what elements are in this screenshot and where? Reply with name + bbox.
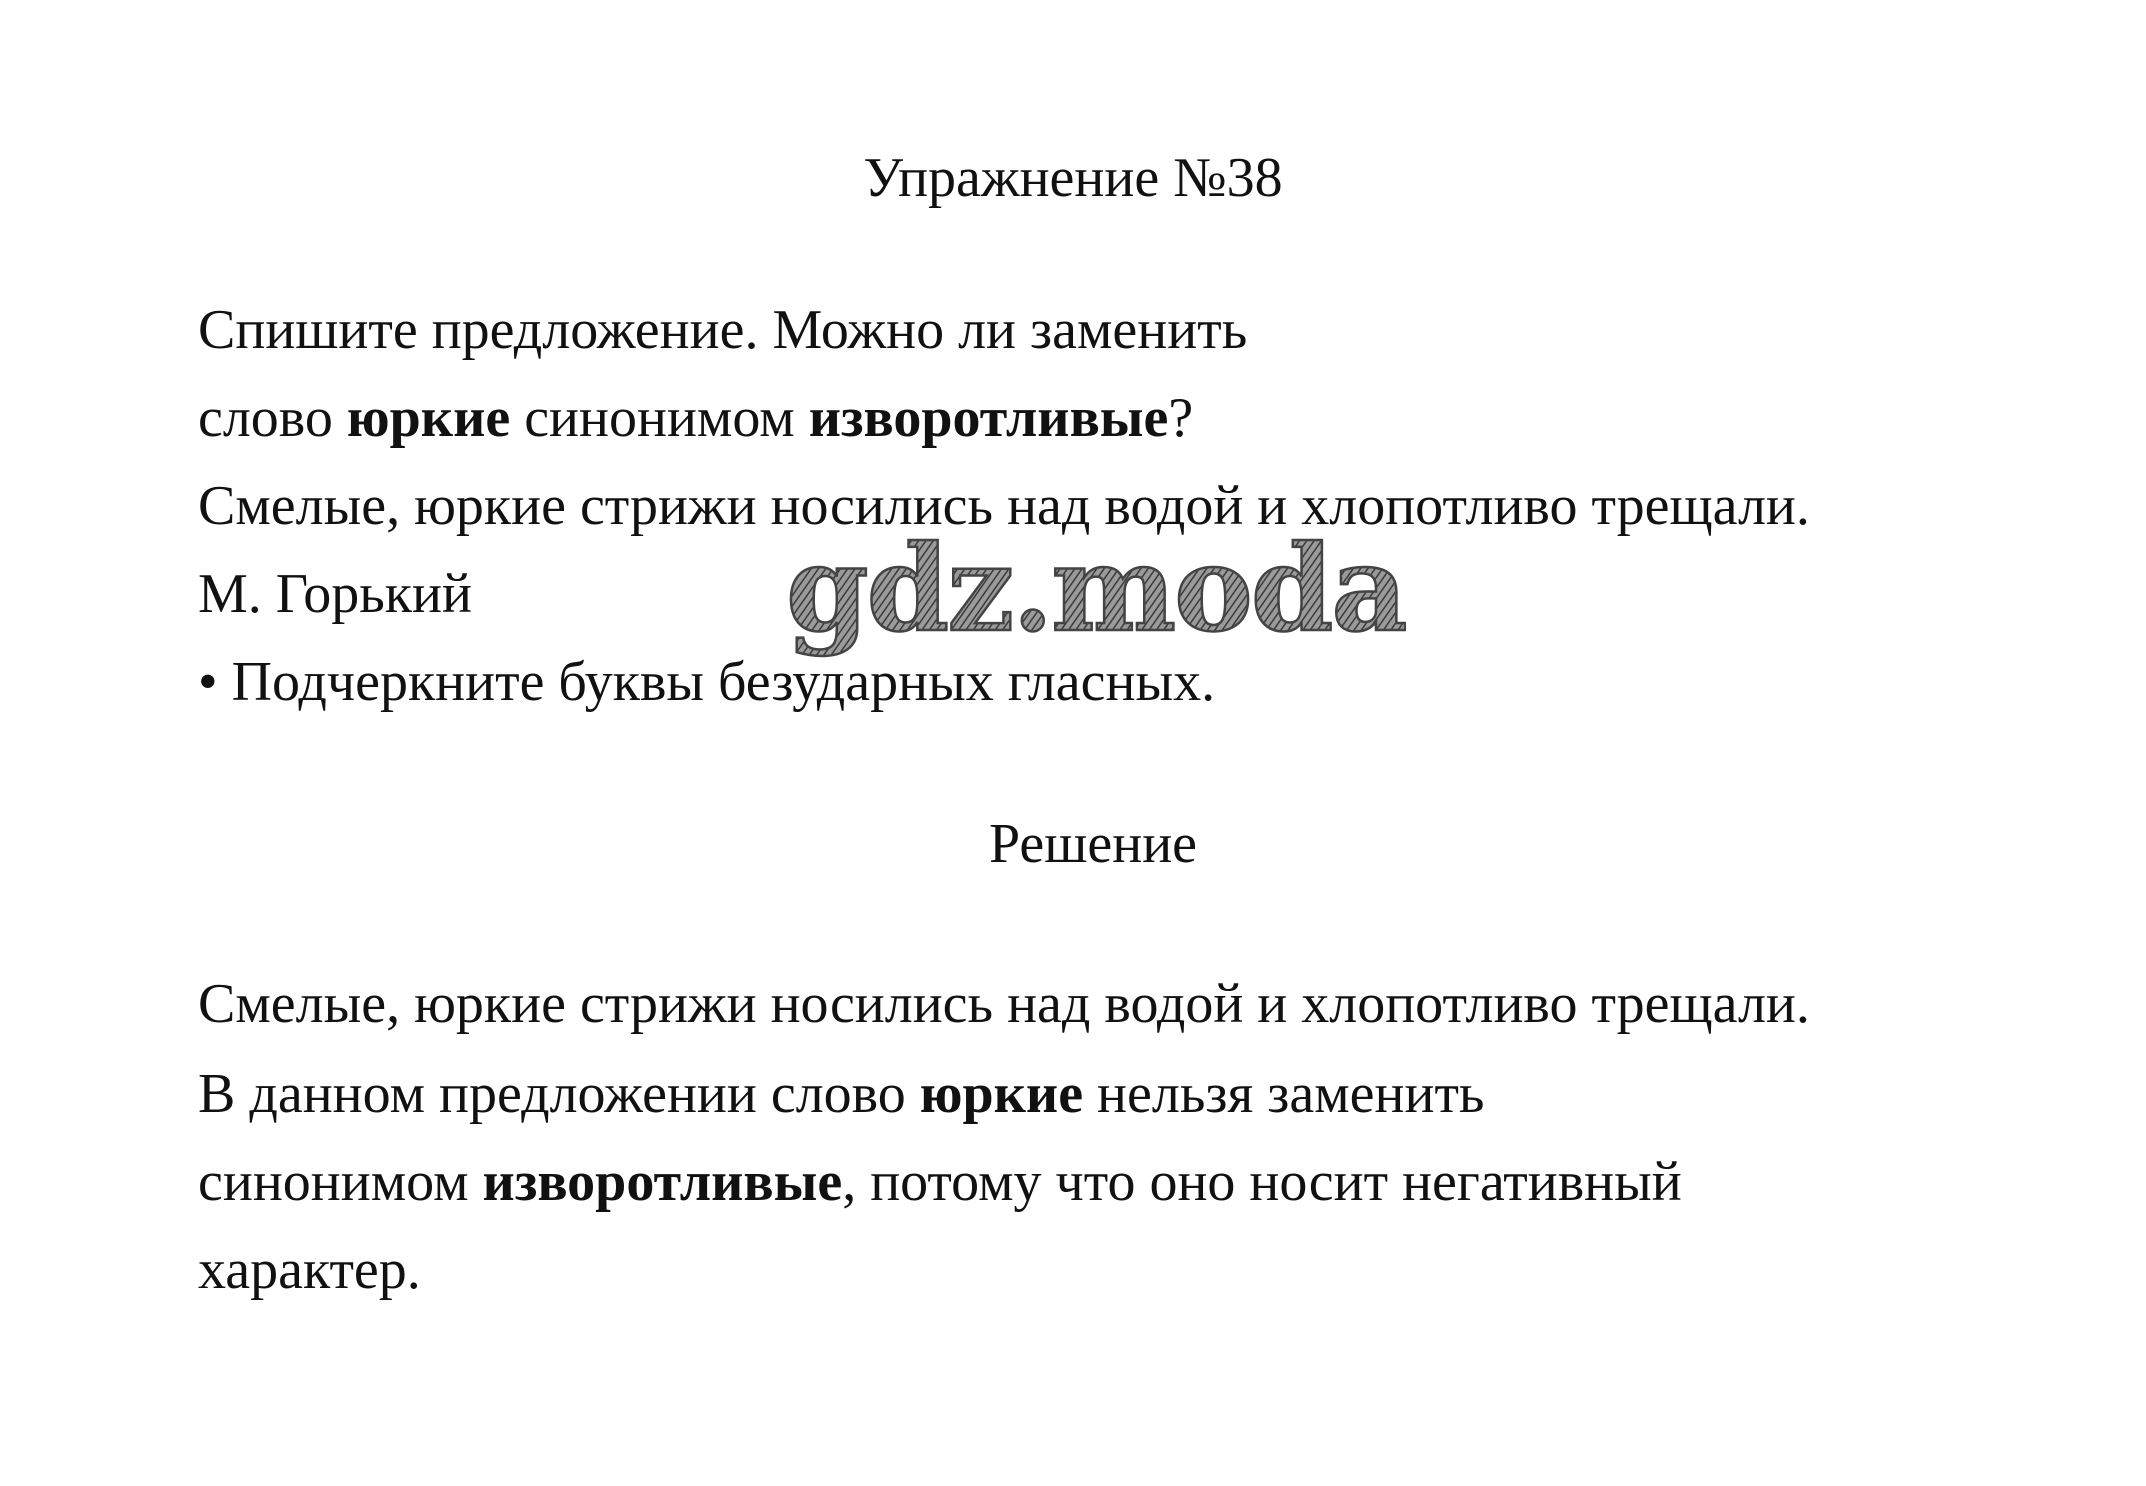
solution-line-3-pre: синонимом [198,1151,483,1213]
watermark-logo [786,530,1406,660]
word-yurkie: юркие [346,387,511,449]
solution-word-yurkie: юркие [919,1063,1084,1125]
task-bullet: • Подчеркните буквы безударных гласных. [198,651,1216,713]
solution-line-2-pre: В данном предложении слово [198,1063,920,1125]
task-line-2-post: ? [1168,387,1194,449]
word-izvorotlivye: изворотливые [808,387,1169,449]
task-line-2 [198,386,1193,450]
solution-line-2-post: нельзя заменить [1083,1063,1485,1125]
solution-line-4: характер. [198,1239,421,1301]
watermark-text: gdz.moda [786,530,1406,658]
solution-line-3-post: , потому что оно носит негативный [842,1151,1682,1213]
task-author: М. Горький [198,563,472,625]
solution-sentence: Смелые, юркие стрижи носились над водой и хлопотливо трещали. [198,973,1810,1035]
task-line-2-mid: синонимом [510,387,809,449]
solution-line-2 [198,1062,1484,1126]
task-line-1: Спишите предложение. Можно ли заменить [198,299,1248,361]
task-line-2-pre: слово [198,387,347,449]
page-title: Упражнение №38 [863,147,1283,209]
solution-heading: Решение [988,813,1198,875]
solution-word-izvorotlivye: изворотливые [482,1151,843,1213]
task-sentence: Смелые, юркие стрижи носились над водой и хлопотливо трещали. [198,475,1810,537]
solution-line-3 [198,1150,1682,1214]
